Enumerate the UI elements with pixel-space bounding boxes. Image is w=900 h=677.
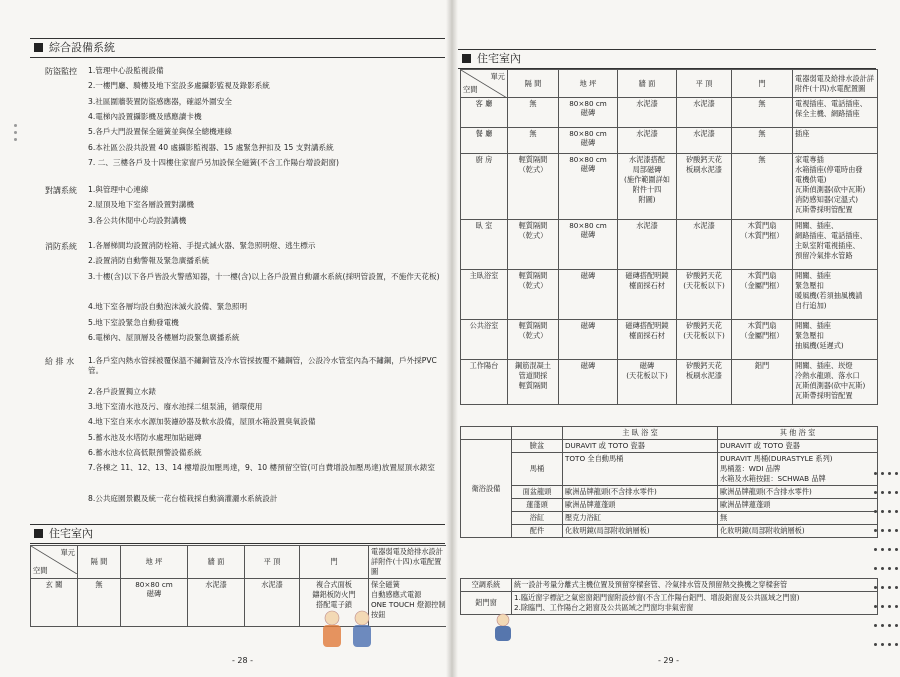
partition-cell: 無 xyxy=(508,98,559,128)
table-title: 住宅室內 xyxy=(477,52,521,65)
space-cell: 餐 廳 xyxy=(461,128,508,154)
bath-col-other: 其 他 浴 室 xyxy=(718,427,878,440)
bath-item-label: 馬桶 xyxy=(512,453,563,486)
floor-cell: 80×80 cm 磁磚 xyxy=(559,154,618,220)
bath-main-cell: TOTO 全自動馬桶 xyxy=(563,453,718,486)
electric-cell: 開關、插座 緊急壓扣 抽風機(延遲式) xyxy=(793,320,878,360)
section-title: 綜合設備系統 xyxy=(49,41,115,54)
ceiling-cell: 矽酸鈣天花 板刷水泥漆 xyxy=(677,154,732,220)
bath-col-main: 主 臥 浴 室 xyxy=(563,427,718,440)
wall-cell: 水泥漆 xyxy=(618,220,677,270)
table-row xyxy=(461,360,878,405)
category-item: 7.各棟之 11、12、13、14 樓增設加壓馬達，9、10 樓預留空管(可自費增設加壓馬達)放置屋頂水錶室 xyxy=(88,463,435,473)
table-row xyxy=(461,220,878,270)
bath-item-label: 配件 xyxy=(512,525,563,538)
category-item: 2.屋頂及地下室各層設置對講機 xyxy=(88,200,194,210)
bath-other-cell: 化妝明鏡(局部附收納層板) xyxy=(718,525,878,538)
floor-cell: 磁磚 xyxy=(559,270,618,320)
category-item: 6.蓄水池水位高低限預警設備系統 xyxy=(88,447,202,457)
partition-cell: 鋼筋混凝土 管道間採 輕質隔間 xyxy=(508,360,559,405)
header-door: 門 xyxy=(300,546,369,579)
book-gutter xyxy=(446,0,458,677)
table-title: 住宅室內 xyxy=(49,527,93,540)
binding-holes xyxy=(14,120,18,145)
category-label: 防盜監控 xyxy=(45,67,77,76)
header-floor: 地 坪 xyxy=(559,70,618,98)
right-page xyxy=(452,0,900,677)
corner-bottom-label: 空間 xyxy=(463,85,478,94)
bath-main-cell: DURAVIT 或 TOTO 瓷器 xyxy=(563,440,718,453)
category-item: 1.各層梯間均設置消防栓箱、手提式滅火器、緊急照明燈、逃生標示 xyxy=(88,241,316,250)
wall-cell: 磁磚搭配明鏡 檯面採石材 xyxy=(618,320,677,360)
header-electric: 電器弱電及給排水設計詳附件(十四)水電配置圖 xyxy=(793,70,878,98)
category-item: 3.社區圍牆裝置防盜感應器，確認外圍安全 xyxy=(88,96,232,106)
ceiling-cell: 水泥漆 xyxy=(245,579,300,627)
bath-main-cell: 化妝明鏡(局部附收納層板) xyxy=(563,525,718,538)
page-number: - 28 - xyxy=(232,656,254,665)
interior-table xyxy=(30,545,450,627)
category-item: 4.地下室各層均設自動泡沫滅火設備、緊急照明 xyxy=(88,302,248,312)
category-item: 6.電梯內、屋頂層及各樓層均設緊急廣播系統 xyxy=(88,332,240,342)
table-row xyxy=(461,270,878,320)
space-cell: 公共浴室 xyxy=(461,320,508,360)
floor-cell: 80×80 cm 磁磚 xyxy=(559,128,618,154)
category-item: 2.一樓門廳、騎樓及地下室設多處攝影監視及錄影系統 xyxy=(88,81,270,91)
table-row xyxy=(461,128,878,154)
window-item: 2.除臨門、工作陽台之鋁窗及公共區域之門窗均非氣密窗 xyxy=(514,603,694,612)
table-row xyxy=(461,486,878,499)
bath-item-label: 臉盆 xyxy=(512,440,563,453)
square-bullet-icon xyxy=(34,43,43,52)
header-partition: 隔 間 xyxy=(508,70,559,98)
space-cell: 玄 關 xyxy=(31,579,78,627)
wall-cell: 水泥漆搭配 局部磁磚 (施作範圍詳如 附件十四 附圖) xyxy=(618,154,677,220)
door-cell: 無 xyxy=(732,128,793,154)
floor-cell: 80×80 cm 磁磚 xyxy=(559,220,618,270)
space-cell: 臥 室 xyxy=(461,220,508,270)
category-label: 給 排 水 xyxy=(45,357,75,366)
bath-item-label: 面盆龍頭 xyxy=(512,486,563,499)
table-row xyxy=(461,98,878,128)
category-item: 3.十樓(含)以下各戶皆設火警感知器，十一樓(含)以上各戶設置自動灑水系統(採明管設置，不施作天花板) xyxy=(88,271,440,281)
electric-cell: 保全磁簧 自動感應式電源 ONE TOUCH 燈源控制 按鈕 xyxy=(369,579,450,627)
table-row xyxy=(461,320,878,360)
ceiling-cell: 矽酸鈣天花 板刷水泥漆 xyxy=(677,360,732,405)
bath-other-cell: 無 xyxy=(718,512,878,525)
bath-other-cell: DURAVIT 或 TOTO 瓷器 xyxy=(718,440,878,453)
table-row xyxy=(461,525,878,538)
category-item: 3.地下室清水池及污、廢水池採二組泵浦，循環使用 xyxy=(88,401,263,411)
header-wall: 牆 面 xyxy=(188,546,245,579)
electric-cell: 插座 xyxy=(793,128,878,154)
table-heading xyxy=(30,524,445,544)
ac-text: 統一設計考量分離式主機位置及預留穿樑套管、冷氣排水管及預留熱交換機之穿樑套管 xyxy=(512,579,878,592)
floor-cell: 80×80 cm 磁磚 xyxy=(121,579,188,627)
corner-cell xyxy=(31,546,78,579)
category-item: 5.蓄水池及水塔防水處理加貼磁磚 xyxy=(88,432,202,442)
wall-cell: 水泥漆 xyxy=(188,579,245,627)
category-item: 4.地下室自來水水源加裝濾砂器及軟水設備，屋頂水箱設置臭氧設備 xyxy=(88,417,316,427)
table-row xyxy=(461,512,878,525)
ceiling-cell: 水泥漆 xyxy=(677,98,732,128)
bath-other-cell: 歐洲品牌蓮蓬頭 xyxy=(718,499,878,512)
category-item: 4.電梯內設置攝影機及感應讀卡機 xyxy=(88,111,202,121)
bath-main-cell: 壓克力浴缸 xyxy=(563,512,718,525)
electric-cell: 家電專插 水箱插座(停電時由發 電機供電) 瓦斯偵測器(砍中瓦斯) 消防感知器(定溫式) 瓦斯帶採明管配置 xyxy=(793,154,878,220)
category-item: 5.地下室設緊急自動發電機 xyxy=(88,317,179,327)
table-row xyxy=(461,453,878,486)
wall-cell: 磁磚搭配明鏡 檯面採石材 xyxy=(618,270,677,320)
floor-cell: 磁磚 xyxy=(559,360,618,405)
ceiling-cell: 水泥漆 xyxy=(677,128,732,154)
page-number: - 29 - xyxy=(658,656,680,665)
category-label: 對講系統 xyxy=(45,186,77,195)
window-item: 1.臨近窗字標記之氣密窗鋁門窗附設紗窗(不含工作陽台鋁門、增設鋁窗及公共區域之門窗) xyxy=(514,593,800,602)
bath-other-cell: 歐洲品牌龍頭(不含排水零件) xyxy=(718,486,878,499)
door-cell: 鋁門 xyxy=(732,360,793,405)
window-items xyxy=(512,592,878,615)
section-heading xyxy=(30,38,445,58)
table-row xyxy=(461,154,878,220)
floor-cell: 磁磚 xyxy=(559,320,618,360)
partition-cell: 輕質隔間 （乾式） xyxy=(508,220,559,270)
person-figure-icon xyxy=(488,612,518,642)
bath-blank-2 xyxy=(512,427,563,440)
interior-table xyxy=(460,69,878,405)
bath-main-cell: 歐洲品牌龍頭(不含排水零件) xyxy=(563,486,718,499)
ceiling-cell: 矽酸鈣天花 (天花板以下) xyxy=(677,320,732,360)
bath-main-cell: 歐洲品牌蓮蓬頭 xyxy=(563,499,718,512)
category-item: 1.各戶室內熱水管採被覆保溫不鏽鋼管及冷水管採披覆不鏽鋼管，公設冷水管室內為不鏽鋼，戶外採PVC 管。 xyxy=(88,356,437,375)
electric-cell: 開關、插座 緊急壓扣 暖風機(若須抽風機請 自行追加) xyxy=(793,270,878,320)
door-cell: 複合式面板 鑄鋁板防火門 搭配電子鎖 xyxy=(300,579,369,627)
partition-cell: 輕質隔間 （乾式） xyxy=(508,320,559,360)
partition-cell: 無 xyxy=(78,579,121,627)
category-item: 1.管理中心設監視設備 xyxy=(88,66,164,75)
window-label: 鋁門窗 xyxy=(461,592,512,615)
door-cell: 木質門扇 （金屬門框） xyxy=(732,320,793,360)
corner-top-label: 單元 xyxy=(490,72,505,81)
ceiling-cell: 水泥漆 xyxy=(677,220,732,270)
category-item: 5.各戶大門設置保全磁簧並與保全總機連線 xyxy=(88,127,232,137)
table-row xyxy=(461,499,878,512)
corner-top-label: 單元 xyxy=(60,548,75,557)
category-label: 消防系統 xyxy=(45,242,77,251)
dot-pattern xyxy=(872,462,900,652)
header-ceiling: 平 頂 xyxy=(245,546,300,579)
category-item: 3.各公共休閒中心均設對講機 xyxy=(88,215,187,225)
extra-table xyxy=(460,578,878,615)
space-cell: 主臥浴室 xyxy=(461,270,508,320)
corner-bottom-label: 空間 xyxy=(33,566,48,575)
door-cell: 木質門扇 （金屬門框） xyxy=(732,270,793,320)
corner-cell xyxy=(461,70,508,98)
header-partition: 隔 間 xyxy=(78,546,121,579)
electric-cell: 電視插座、電話插座、 保全主機、網路插座 xyxy=(793,98,878,128)
door-cell: 木質門扇 （木質門框） xyxy=(732,220,793,270)
wall-cell: 磁磚 (天花板以下) xyxy=(618,360,677,405)
category-item: 2.各戶設置獨立水錶 xyxy=(88,386,156,396)
category-item: 8.公共庭園景觀及統一花台植栽採自動滴灌灑水系統設計 xyxy=(88,493,278,503)
table-row xyxy=(31,579,450,627)
partition-cell: 無 xyxy=(508,128,559,154)
bath-group-label: 衛浴設備 xyxy=(461,440,512,538)
category-item: 2.設置消防自動警報及緊急廣播系統 xyxy=(88,256,210,266)
bath-blank xyxy=(461,427,512,440)
category-item: 6.本社區公設共設置 40 處攝影監視器、15 處緊急押扣及 15 支對講系統 xyxy=(88,142,334,152)
category-item: 1.與管理中心連線 xyxy=(88,185,149,194)
mascot-illustration xyxy=(488,612,518,646)
people-figures-icon xyxy=(312,608,382,650)
floor-cell: 80×80 cm 磁磚 xyxy=(559,98,618,128)
header-wall: 牆 面 xyxy=(618,70,677,98)
square-bullet-icon xyxy=(34,529,43,538)
wall-cell: 水泥漆 xyxy=(618,128,677,154)
space-cell: 廚 房 xyxy=(461,154,508,220)
category-item: 7. 二、三樓各戶及十四樓住家窗戶另加設保全磁簧(不含工作陽台增設鋁窗) xyxy=(88,157,339,167)
header-door: 門 xyxy=(732,70,793,98)
ac-label: 空調系統 xyxy=(461,579,512,592)
header-electric: 電器弱電及給排水設計詳附件(十四)水電配置圖 xyxy=(369,546,450,579)
partition-cell: 輕質隔間 （乾式） xyxy=(508,154,559,220)
space-cell: 客 廳 xyxy=(461,98,508,128)
mascot-illustration xyxy=(312,608,382,654)
door-cell: 無 xyxy=(732,154,793,220)
door-cell: 無 xyxy=(732,98,793,128)
square-bullet-icon xyxy=(462,54,471,63)
wall-cell: 水泥漆 xyxy=(618,98,677,128)
bath-other-cell: DURAVIT 馬桶(DURASTYLE 系列) 馬桶蓋：WDI 品牌 水箱及水箱按鈕：SCHWAB 品牌 xyxy=(718,453,878,486)
space-cell: 工作陽台 xyxy=(461,360,508,405)
bath-item-label: 浴缸 xyxy=(512,512,563,525)
header-ceiling: 平 頂 xyxy=(677,70,732,98)
ceiling-cell: 矽酸鈣天花 (天花板以下) xyxy=(677,270,732,320)
bath-item-label: 蓮蓬頭 xyxy=(512,499,563,512)
electric-cell: 開關、插座、 網路插座、電話插座、 主臥室附電視插座、 預留冷氣排水管路 xyxy=(793,220,878,270)
header-floor: 地 坪 xyxy=(121,546,188,579)
table-heading xyxy=(458,49,876,69)
partition-cell: 輕質隔間 （乾式） xyxy=(508,270,559,320)
electric-cell: 開關、插座、崁燈 冷熱水龍頭、落水口 瓦斯偵測器(砍中瓦斯) 瓦斯帶採明管配置 xyxy=(793,360,878,405)
bath-table xyxy=(460,426,878,538)
table-row xyxy=(461,440,878,453)
